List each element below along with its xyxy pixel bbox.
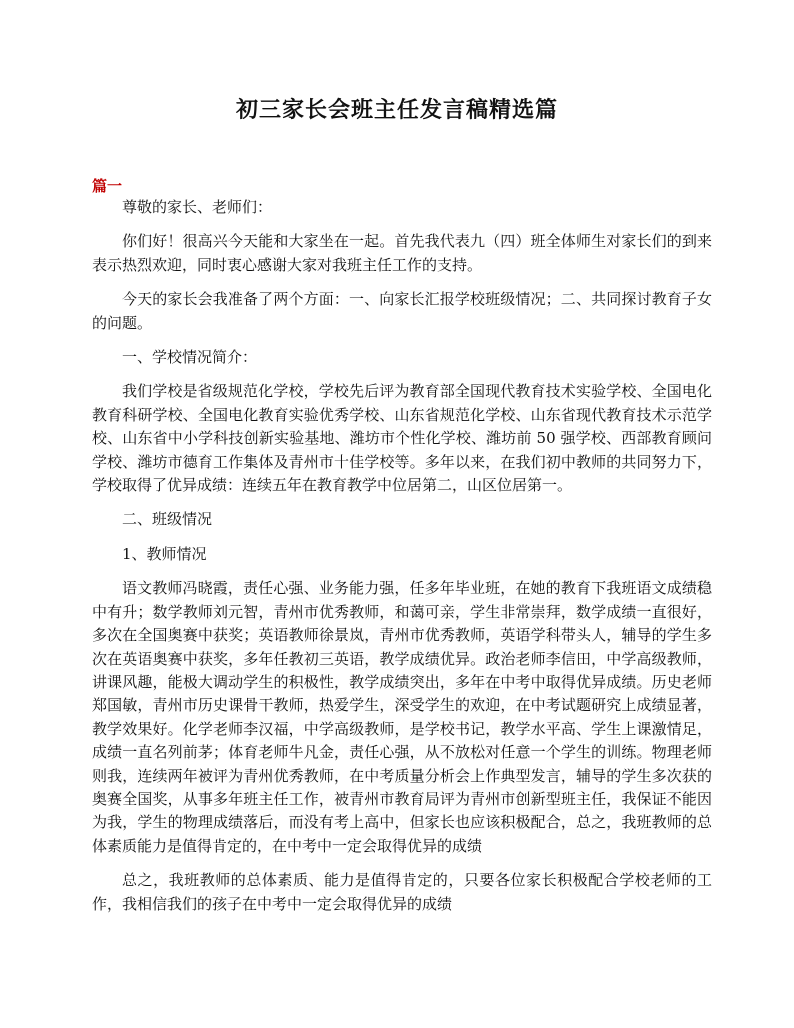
welcome-paragraph: 你们好！很高兴今天能和大家坐在一起。首先我代表九（四）班全体师生对家长们的到来表示热烈欢迎，同时衷心感谢大家对我班主任工作的支持。 bbox=[92, 232, 712, 274]
greeting-paragraph: 尊敬的家长、老师们： bbox=[122, 198, 273, 216]
paragraph-gap bbox=[92, 497, 712, 508]
paragraph-gap bbox=[92, 219, 712, 230]
school-intro-paragraph: 我们学校是省级规范化学校，学校先后评为教育部全国现代教育技术实验学校、全国电化教育科研学校、全国电化教育实验优秀学校、山东省规范化学校、山东省现代教育技术示范学校、山东省中小学科技创新实验基地、潍坊市个性化学校、潍坊前 50 强学校、西部教育顾问学校、潍坊市德育工作集体及青州市十佳学校等。多年以来，在我们初中教师的共同努力下，学校取得了优异成绩：连续五年在教育教学中位居第二，山区位居第一。 bbox=[92, 382, 712, 495]
paragraph-gap bbox=[92, 566, 712, 577]
document-title: 初三家长会班主任发言稿精选篇 bbox=[235, 97, 558, 123]
paragraph-gap bbox=[92, 369, 712, 380]
teacher-heading: 1、教师情况 bbox=[122, 544, 207, 563]
paragraph-gap bbox=[92, 532, 712, 543]
teacher-details-paragraph: 语文教师冯晓霞，责任心强、业务能力强，任多年毕业班，在她的教育下我班语文成绩稳中有升；数学教师刘元智，青州市优秀教师，和蔼可亲，学生非常崇拜，数学成绩一直很好，多次在全国奥赛中获奖；英语教师徐景岚，青州市优秀教师，英语学科带头人，辅导的学生多次在英语奥赛中获奖，多年任教初三英语，教学成绩优异。政治老师李信田，中学高级教师，讲课风趣，能极大调动学生的积极性，教学成绩突出，多年在中考中取得优异成绩。历史老师郑国敏，青州市历史课骨干教师，热爱学生，深受学生的欢迎，在中考试题研究上成绩显著，教学效果好。化学老师李汉福，中学高级教师，是学校书记，教学水平高、学生上课激情足，成绩一直名列前茅；体育老师牛凡金，责任心强，从不放松对任意一个学生的训练。物理老师则我，连续两年被评为青州优秀教师，在中考质量分析会上作典型发言，辅导的学生多次获的奥赛全国奖，从事多年班主任工作，被青州市教育局评为青州市创新型班主任，我保证不能因为我，学生的物理成绩落后，而没有考上高中，但家长也应该积极配合，总之，我班教师的总体素质能力是值得肯定的，在中考中一定会取得优异的成绩 bbox=[92, 579, 712, 855]
summary-paragraph: 总之，我班教师的总体素质、能力是值得肯定的，只要各位家长积极配合学校老师的工作，我相信我们的孩子在中考中一定会取得优异的成绩 bbox=[92, 871, 712, 913]
document-body bbox=[92, 176, 712, 916]
class-heading: 二、班级情况 bbox=[122, 510, 213, 529]
paragraph-gap bbox=[92, 335, 712, 346]
paragraph-gap bbox=[92, 277, 712, 288]
section-label: 篇一 bbox=[92, 177, 123, 195]
agenda-paragraph: 今天的家长会我准备了两个方面：一、向家长汇报学校班级情况；二、共同探讨教育子女的问题。 bbox=[92, 290, 712, 332]
paragraph-gap bbox=[92, 858, 712, 869]
school-heading: 一、学校情况简介： bbox=[122, 348, 258, 367]
